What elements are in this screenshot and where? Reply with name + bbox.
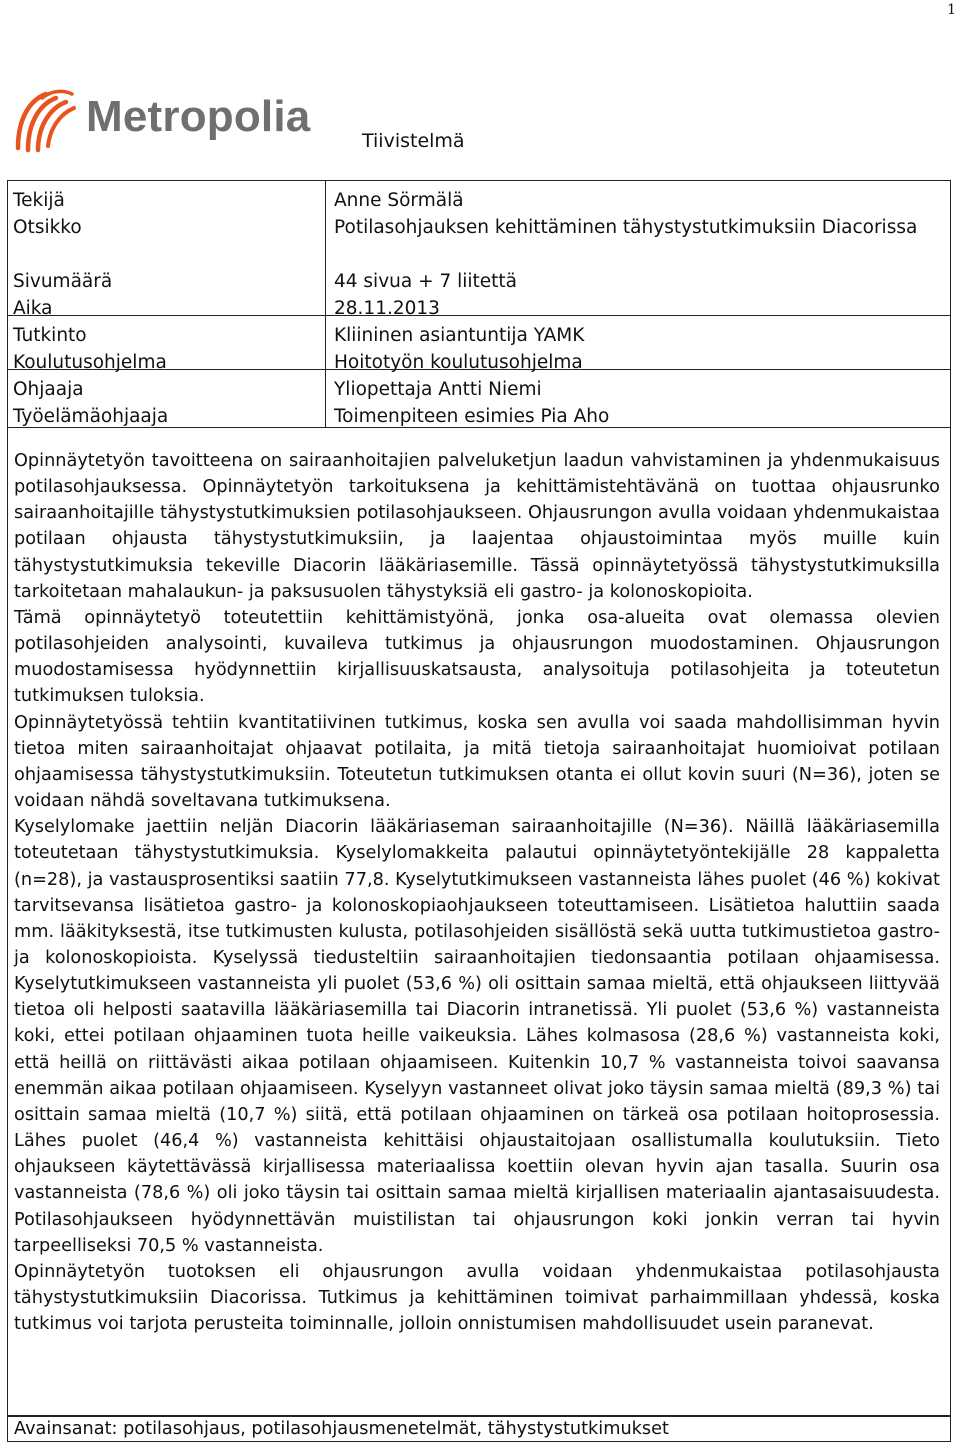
logo-wordmark: Metropolia [86,92,311,141]
abstract-paragraph: Opinnäytetyössä tehtiin kvantitatiivinen tutkimus, koska sen avulla voi saada mahdollisimman hyvin tietoa miten sairaanhoitajat ohjaavat potilaita, ja mitä tietoja sairaanhoitajat huomioivat potilaan ohjaamisessa tähystystutkimuksiin. Toteutetun tutkimuksen otanta ei ollut kovin suuri (N=36), joten se voidaan nähdä soveltavana tutkimuksena. [14,712,940,812]
author-value: Anne Sörmälä [334,190,464,211]
work-supervisor-label: Työelämäohjaaja [13,406,169,427]
table-column-divider [325,181,326,427]
thesis-info-table [7,180,951,428]
abstract-paragraph: Opinnäytetyön tavoitteena on sairaanhoitajien palveluketjun laadun vahvistaminen ja yhdenmukaisuus potilasohjauksessa. Opinnäytetyön tarkoituksena ja kehittämistehtävänä on tuottaa ohjausrunko sairaanhoitajille tähystystutkimuksien potilasohjaukseen. Ohjausrungon avulla voidaan yhdenmukaistaa potilaan ohjausta tähystystutkimuksiin, ja laajentaa ohjaustoimintaa myös muille kuin tähystystutkimuksia tekeville Diacorin lääkäriasemille. Tässä opinnäytetyössä tähystystutkimuksilla tarkoitetaan mahalaukun- ja paksusuolen tähystyksiä eli gastro- ja kolonoskopioita. [14,451,940,602]
info-values-column [334,187,917,430]
abstract-heading: Tiivistelmä [362,130,465,152]
programme-label: Koulutusohjelma [13,352,167,373]
date-value: 28.11.2013 [334,298,440,319]
date-label: Aika [13,298,53,319]
degree-value: Kliininen asiantuntija YAMK [334,325,585,346]
abstract-paragraph: Kyselylomake jaettiin neljän Diacorin lääkäriaseman sairaanhoitajille (N=36). Näillä lääkäriasemilla toteutetaan tähystystutkimuksia. Kyselylomakkeita palautui opinnäytetyöntekijälle 28 kappaletta (n=28), ja vastausprosentiksi saatiin 77,8. Kyselytutkimukseen vastanneista lähes puolet (46 %) kokivat tarvitsevansa lisätietoa gastro- ja kolonoskopiaohjaukseen toteuttamiseen. Lisätietoa haluttiin saada mm. lääkityksestä, itse tutkimusten kulusta, potilasohjeiden sisällöstä sekä uutta tutkimustietoa gastro- ja kolonoskopioista. Kyselyssä tiedusteltiin sairaanhoitajien tiedonsaantia potilaan ohjaamisessa. Kyselytutkimukseen vastanneista yli puolet (53,6 %) oli osittain samaa mieltä, että ohjaukseen liittyvää tietoa oli helposti saatavilla lääkäriasemilla tai Diacorin intranetissä. Yli puolet (53,6 %) vastanneista koki, ettei potilaan ohjaaminen tuota heille vaikeuksia. Lähes kolmasosa (28,6 %) vastanneista koki, että heillä on riittävästi aikaa potilaan ohjaamiseen. Kuitenkin 10,7 % vastanneista toivoi saavansa enemmän aikaa potilaan ohjaamiseen. Kyselyyn vastanneet olivat joko täysin samaa mieltä (89,3 %) tai osittain samaa mieltä (10,7 %) siitä, että potilaan ohjaaminen on tärkeä osa potilaan hoitoprosessia. Lähes puolet (46,4 %) vastanneista kehittäisi ohjaustaitojaan osallistumalla koulutuksiin. Tieto ohjaukseen käytettävässä kirjallisessa materiaalissa koettiin olevan hyvin ajan tasalla. Suurin osa vastanneista (78,6 %) oli joko täysin tai osittain samaa mieltä kirjallisen materiaalin ajantasaisuudesta. Potilasohjaukseen hyödynnettävän muistilistan tai ohjausrungon koki jonkin verran tai hyvin tarpeelliseksi 70,5 % vastanneista. [14,817,940,1256]
abstract-paragraph: Tämä opinnäytetyö toteutettiin kehittämistyönä, jonka osa-alueita ovat olemassa olevien potilasohjeiden analysointi, kuvaileva tutkimus ja ohjausrungon muodostaminen. Ohjausrungon muodostamisessa hyödynnettiin kirjallisuuskatsausta, analysoituja potilasohjeita ja toteutetun tutkimuksen tuloksia. [14,607,940,707]
abstract-paragraph: Opinnäytetyön tuotoksen eli ohjausrungon avulla voidaan yhdenmukaistaa potilasohjausta tähystystutkimuksiin Diacorissa. Tutkimus ja kehittäminen toimivat parhaimmillaan yhdessä, koska tutkimus voi tarjota perusteita toiminnalle, jolloin onnistumisen mahdollisuudet usein paranevat. [14,1261,940,1335]
pages-value: 44 sivua + 7 liitettä [334,271,518,292]
work-supervisor-value: Toimenpiteen esimies Pia Aho [334,406,610,427]
abstract-body [7,428,951,1416]
pages-label: Sivumäärä [13,271,113,292]
metropolia-logo [12,88,311,158]
author-label: Tekijä [13,190,65,211]
info-labels-column [13,187,168,430]
keywords: Avainsanat: potilasohjaus, potilasohjausmenetelmät, tähystystutkimukset [7,1416,951,1442]
degree-label: Tutkinto [13,325,87,346]
metropolia-logo-mark-icon [12,88,86,158]
programme-value: Hoitotyön koulutusohjelma [334,352,583,373]
supervisor-value: Yliopettaja Antti Niemi [334,379,542,400]
page-number: 1 [947,2,956,18]
supervisor-label: Ohjaaja [13,379,84,400]
title-label: Otsikko [13,217,82,238]
title-value: Potilasohjauksen kehittäminen tähystystutkimuksiin Diacorissa [334,217,918,238]
